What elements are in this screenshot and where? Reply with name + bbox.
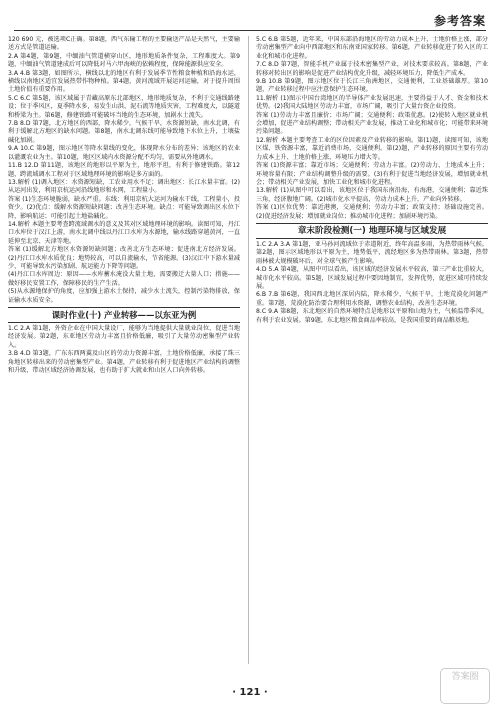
answer-paragraph: 答案 (1)劳动力丰富且廉价；市场广阔；交通便利；政策优惠。(2)使转入地区就业机会增加，促进产业结构调整；带动相关产业发展，推动工业化和城市化；可能带来环境污染问题。	[256, 111, 488, 136]
answer-paragraph: 答案 (1)生态环境脆弱，缺水严重。东线：利用京杭大运河为输水干线，工程量小，投资少。(2)优点：缓解水资源短缺问题；改善生态环境。缺点：可能导致调出区水位下降，影响航运；可能引起土地盐碱化。	[8, 195, 240, 220]
answer-paragraph: 答案 (1)缓解北方地区水资源短缺问题；改善北方生态环境；促进南北方经济发展。(2)丹江口水库水质优良；地势较高，可以自流输水，节省能源。(3)汉江中下游水量减少，可能导致水污染加剧、航运能力下降等问题。	[8, 246, 240, 270]
answer-paragraph: 11.B 12.D 第11题，该地区的地形以平原为主，地形平坦，有利于修建铁路。第12题，跨流域调水工程对于区域地理环境的影响是多方面的。	[8, 162, 240, 178]
answer-paragraph: 2.A 第4题，第9题，中缅油气管道横穿山区，地形地质条件复杂，工程难度大。第9题，中缅油气管道建成后可以降低对马六甲海峡的依赖程度，保障能源供应安全。	[8, 52, 240, 69]
page-header	[0, 0, 500, 34]
answer-paragraph: 1.C 2.A 第1题，外资企业在中国大量设厂，能够为当地提供大量就业岗位，促进当地经济发展。第2题，东亚地区劳动力丰富且价格低廉，吸引了大量劳动密集型产业转入。	[8, 325, 240, 349]
answer-paragraph: 3.B 4.D 第3题，广东东西两翼及山区的劳动力资源丰富，土地价格低廉，承接了珠三角地区转移出来的劳动密集型产业。第4题，产业转移有利于促进地区产业结构的调整和升级，带动区域经济协调发展，也有助于扩大就业和山区人口向外转移。	[8, 350, 240, 375]
answer-paragraph: 13.解析 (1)调入地区：水资源短缺，工农业用水不足；调出地区：长江水量丰富。(2)从运河出发，利用京杭运河沿线地形和水网，工程量小。	[8, 178, 240, 195]
answer-paragraph: 120 690 元，被选项C正确。第8题，西气东输工程的主要输送产品是天然气，主要输送方式是管道运输。	[8, 36, 240, 52]
answer-paragraph: 9.B 10.B 第9题，图示地区位于长江三角洲地区，交通便利，工业基础雄厚。第10题，产业转移过程中应注意保护生态环境。	[256, 78, 488, 94]
page-number: · 121 ·	[232, 687, 268, 698]
answer-paragraph: 11.解析 (1)图示中国台湾地区的半导体产业发展迅速，主要得益于人才、资金和技术优势。(2)我国大陆地区劳动力丰富，市场广阔，吸引了大量台资企业投资。	[256, 94, 488, 111]
answer-paragraph: 4.D 5.A 第4题，从图中可以看出，该区域的经济发展水平较高，第三产业比重较大，城市化水平较高。第5题，区域发展过程中要因地制宜，发挥优势，促进区域可持续发展。	[256, 266, 488, 290]
answer-paragraph: 答案 (1)区位优势：靠近港澳，交通便利；劳动力丰富；政策支持；基础设施完善。(2)促进经济发展；增加就业岗位；推动城市化进程；加剧环境污染。	[256, 204, 488, 220]
section-title-left: 课时作业(十) 产业转移——以东亚为例	[8, 307, 240, 323]
answer-paragraph: 5.C 6.C 第5题，该区域属于青藏高原东北部地区，地形地质复杂，不利于交通线路建设；位于季风区，夏季降水多，易发生山洪、泥石流等地质灾害，工程难度大，以隧道和桥梁为主。第6题，修建铁路可能破坏当地的生态环境，加剧水土流失。	[8, 94, 240, 119]
left-column	[8, 36, 240, 664]
answer-paragraph: (4)丹江口水库周边：原因——水库蓄水淹没大量土地，需要搬迁大量人口；措施——做好移民安置工作，保障移民的生产生活。	[8, 271, 240, 287]
watermark-logo: 答案圈	[440, 668, 490, 704]
answer-paragraph: 3.A 4.B 第3题，如图所示，横线以北的地区有利于发展季节性粮食种植和沿海水运，横线以南地区适宜发展热带作物种植。第4题，黄河流域开展运河运输，对于提升周围土地价值有重要作用。	[8, 69, 240, 94]
answer-paragraph: 5.C 6.B 第5题，近年来，中国东部沿海地区的劳动力成本上升，土地价格上涨，部分劳动密集型产业向中西部地区和东南亚国家转移。第6题，产业转移促进了转入区的工业化和城市化进程。	[256, 36, 488, 60]
answer-paragraph: 14.解析 本题主要考查跨流域调水的意义及其对区域地理环境的影响。读图可知，丹江口水库位于汉江上游，南水北调中线以丹江口水库为水源地，输水线路穿越黄河，一直延伸至北京、天津等地。	[8, 220, 240, 245]
answer-paragraph: 12.解析 本题主要考查工业的区位因素及产业转移的影响。第(1)题，读图可知，该地区煤、铁资源丰富，靠近消费市场，交通便利。第(2)题，产业转移的原因主要有劳动力成本上升、土地价格上涨、环境压力增大等。	[256, 136, 488, 161]
header-title: 参考答案	[433, 14, 486, 28]
answer-paragraph: 1.C 2.A 3.A 第1题，亚马孙河流域位于赤道附近，终年高温多雨，为热带雨林气候。第2题，图示区域地形以平原为主，地势低平，流经地区多为热带雨林。第3题，热带雨林被大规模破坏后，对全球气候产生影响。	[256, 240, 488, 265]
answer-paragraph: 13.解析 (1)从图中可以看出，该地区位于我国东南沿海，有海港，交通便利；靠近珠三角，经济腹地广阔。(2)城市化水平提高，劳动力成本上升，产业向外转移。	[256, 187, 488, 203]
answer-paragraph: 7.B 8.D 第7题，北方地区的西部，降水稀少，气候干旱，水资源短缺，南水北调，有利于缓解北方地区的缺水问题。第8题，南水北调东线可能导致地下水位上升，土壤盐碱化加剧。	[8, 120, 240, 144]
answer-paragraph: 9.A 10.C 第9题，图示地区等降水量线的变化，体现降水分布的差异；该地区的农业以灌溉农业为主。第10题，地区区域内水资源分配不均匀，需要从外地调水。	[8, 145, 240, 161]
page-footer	[0, 680, 500, 699]
column-divider	[248, 36, 249, 664]
answer-paragraph: (5)从水源地保护的角度，应加强上游水土保持，减少水土流失，控制污染物排放，保证输水水质安全。	[8, 288, 240, 304]
header-rule	[14, 30, 486, 31]
section-title-right: 章末阶段检测(一) 地理环境与区域发展	[256, 223, 488, 239]
answer-paragraph: 答案 (1)资源丰富；靠近市场；交通便利；劳动力丰富。(2)劳动力、土地成本上升；环境容量有限；产业结构调整升级的需要。(3)有利于促进当地经济发展，增加就业机会；带动相关产业发展，加快工业化和城市化进程。	[256, 162, 488, 186]
answer-paragraph: 7.C 8.D 第7题，智能手机产业属于技术密集型产业，对技术要求较高。第8题，产业转移对转出区的影响是促进产业结构优化升级，减轻环境压力，降低生产成本。	[256, 61, 488, 77]
right-column	[256, 36, 488, 664]
answer-paragraph: 6.B 7.B 第6题，我国西北地区深居内陆，降水稀少，气候干旱，土地荒漠化问题严重。第7题，荒漠化防治要合理利用水资源，调整农业结构，改善生态环境。	[256, 291, 488, 307]
answer-paragraph: 8.C 9.A 第8题，东北地区的自然环境特点是地形以平原和山地为主，气候温带季风，有利于农业发展。第9题，东北地区粮食商品率较高，是我国重要的商品粮基地。	[256, 308, 488, 324]
